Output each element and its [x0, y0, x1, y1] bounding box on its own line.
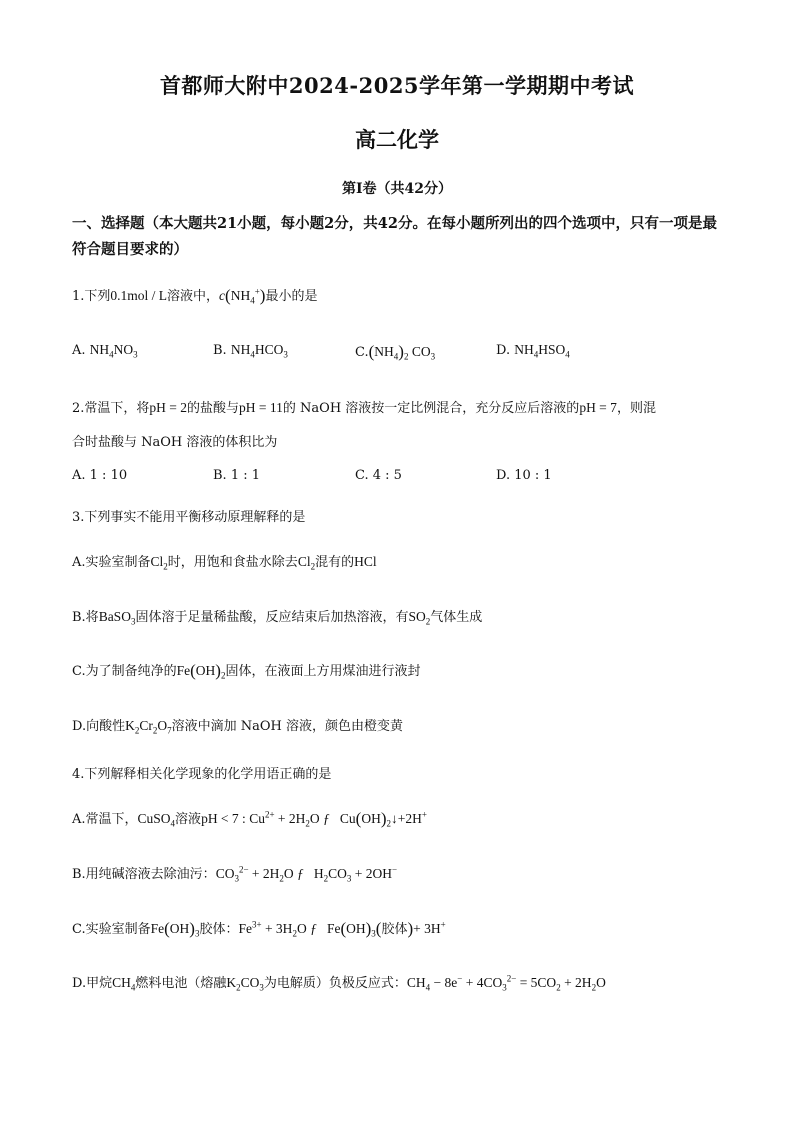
question-2-option-c[interactable]: C. 4 : 5 [355, 468, 402, 483]
part-title: 第I卷（共42分） [341, 181, 453, 197]
question-1-option-b[interactable]: B. $NH_4HCO_3$ [213, 342, 288, 360]
question-3-option-d[interactable]: D.向酸性$K_2Cr_2O_7$溶液中滴加 NaOH 溶液，颜色由橙变黄 [72, 718, 403, 736]
question-3-option-b[interactable]: B.将BaSO$_3$固体溶于足量稀盐酸，反应结束后加热溶液，有$SO_2$气体生成 [72, 609, 483, 627]
question-1-option-d[interactable]: D. $NH_4HSO_4$ [496, 342, 570, 360]
question-2-option-a[interactable]: A. 1 : 10 [72, 468, 128, 483]
question-4-option-d[interactable]: D.甲烷$CH_4$燃料电池（熔融$K_2CO_3$为电解质）负极反应式：$CH_4 - 8e^- + 4CO_3^{2-} = 5CO_2 + 2H_2O$ [72, 973, 606, 993]
question-4-stem: 4.下列解释相关化学现象的化学用语正确的是 [72, 767, 332, 782]
question-3-option-a[interactable]: A.实验室制备$Cl_2$时，用饱和食盐水除去$Cl_2$混有的HCl [72, 554, 377, 572]
question-3-option-c[interactable]: C.为了制备纯净的$Fe(OH)_2$固体，在液面上方用煤油进行液封 [72, 661, 421, 681]
question-1-option-c[interactable]: $C.(NH_4)_2$ $CO_3$ [355, 342, 436, 362]
exam-title: 首都师大附中2024-2025学年第一学期期中考试 [159, 73, 635, 98]
section-instructions: 一、选择题（本大题共21小题，每小题2分，共42分。在每小题所列出的四个选项中，只有一项是最符合题目要求的） [72, 215, 717, 258]
question-4-option-a[interactable]: A.常温下，CuSO$_4$溶液pH < 7 : $Cu^{2+} + 2H_2O$ ƒ $Cu(OH)_2↓+2H^+$ [72, 809, 427, 829]
question-2-stem-line-1: 2.常温下，将pH = 2的盐酸与pH = 11的 NaOH 溶液按一定比例混合，充分反应后溶液的pH = 7，则混 [72, 400, 656, 416]
question-1-option-a[interactable]: A. $NH_4NO_3$ [72, 342, 138, 360]
question-3-stem: 3.下列事实不能用平衡移动原理解释的是 [72, 510, 306, 525]
question-1-stem: 1.下列0.1mol / L溶液中，$c(NH_4^+)$最小的是 [72, 286, 318, 306]
question-4-option-c[interactable]: C.实验室制备$Fe(OH)_3$胶体：$Fe^{3+} + 3H_2O$ ƒ $Fe(OH)_3$(胶体)+ 3H+ [72, 919, 446, 939]
question-2-option-d[interactable]: D. 10 : 1 [496, 468, 552, 483]
question-2-option-b[interactable]: B. 1 : 1 [213, 468, 261, 483]
question-4-option-b[interactable]: B.用纯碱溶液去除油污：$CO_3^{2-} + 2H_2O$ ƒ $H_2CO_3 + 2OH^-$ [72, 864, 398, 884]
subject-title: 高二化学 [355, 127, 439, 152]
question-2-stem-line-2: 合时盐酸与 NaOH 溶液的体积比为 [72, 435, 278, 450]
